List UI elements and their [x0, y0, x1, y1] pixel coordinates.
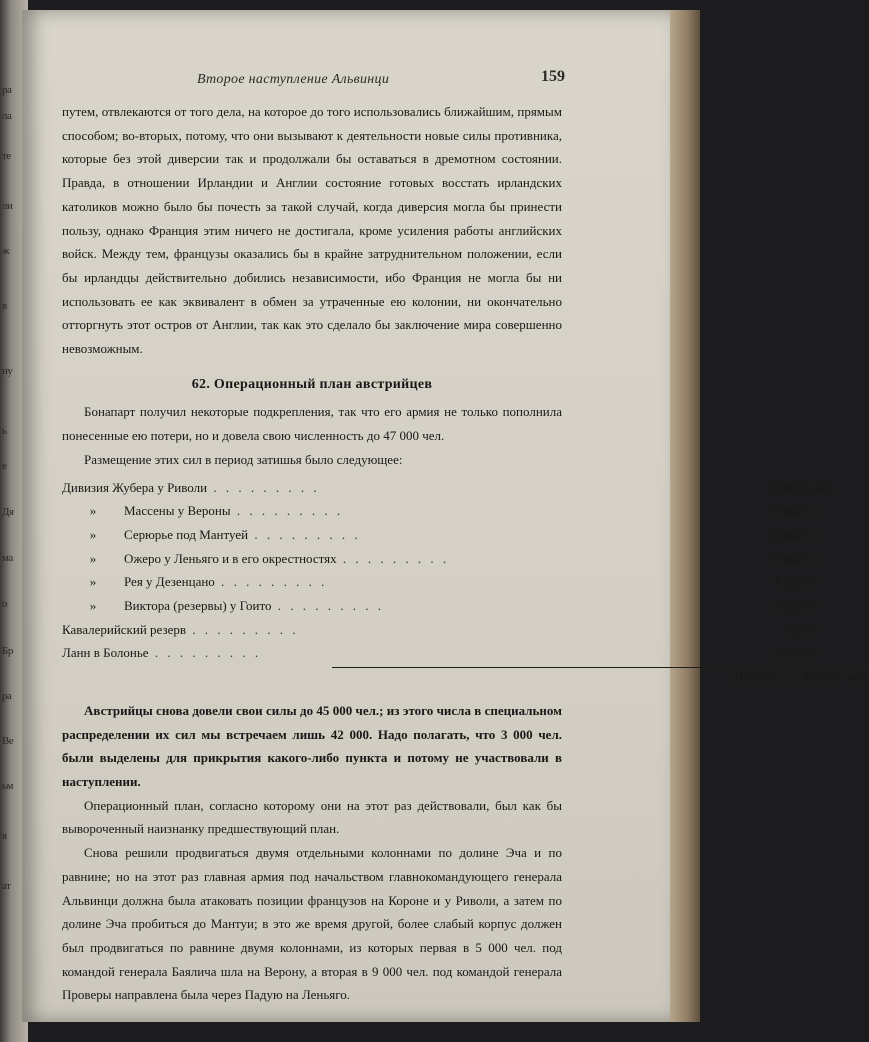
ditto-mark: » — [89, 526, 97, 542]
left-fragment: те — [2, 150, 11, 162]
deployment-row — [62, 618, 869, 642]
deployment-row — [62, 641, 869, 665]
left-fragment: ма — [2, 552, 13, 564]
left-fragment: Бр — [2, 645, 13, 657]
unit-label: » — [811, 550, 818, 566]
unit-name: Массены у Вероны — [124, 503, 231, 519]
left-fragment: ат — [2, 880, 11, 892]
left-fragment: о — [2, 598, 7, 610]
unit-name: Кавалерийский резерв — [62, 621, 187, 637]
left-fragment: ли — [2, 200, 13, 212]
page-header — [175, 68, 565, 92]
leader-dots: . . . . . . . . . — [230, 503, 344, 519]
left-fragment: Дя — [2, 506, 14, 518]
deployment-row — [62, 523, 869, 547]
paragraph: Размещение этих сил в период затишья было следующее: — [84, 451, 403, 467]
total-unit: чел. — [847, 669, 869, 685]
unit-count: 9 000 — [774, 550, 804, 566]
leader-dots: . . . . . . . . . — [148, 645, 262, 661]
unit-name-cell — [62, 594, 449, 618]
unit-name: Ожеро у Леньяго и в его окрестностях — [124, 550, 337, 566]
deployment-row — [62, 547, 869, 571]
total-label: Итого. . . — [734, 669, 804, 685]
unit-name-cell — [62, 499, 449, 523]
left-fragment: ра — [2, 690, 12, 702]
running-head: Второе наступление Альвинци — [197, 72, 390, 87]
left-fragment: ь — [2, 425, 7, 437]
deployment-row — [62, 499, 869, 523]
left-fragment: ну — [2, 365, 13, 377]
unit-name-cell — [62, 618, 449, 642]
section-heading: 62. Операционный план австрийцев — [191, 376, 433, 392]
unit-count: 10 000 — [767, 526, 804, 542]
paragraph: Снова решили продвигаться двумя отдельными колоннами по долине Эча и по равнине; но на этот раз главная армия под начальством главнокомандующего генерала Альвинци должна была атаковать позиции французов на Короне и у Риволи, а затем по долине Эча пробиться до Мантуи; в это же время другой, более слабый корпус должен был продвигаться по равнине двумя колоннами, из которых первая в 5 000 чел. под командой генерала Баялича шла на Верону, а вторая в 9 000 чел. под командой генерала Проверы направлена была через Падую на Леньяго. — [62, 845, 562, 1003]
unit-name-cell — [62, 476, 449, 500]
paragraph: Австрийцы снова довели свои силы до 45 000 чел.; из этого числа в специальном распределении их сил мы встречаем лишь 42 000. Надо полагать, что 3 000 чел. были выделены для прикрытия какого-либо пункта и потому не участвовали в наступлении. — [62, 702, 562, 789]
leader-dots: . . . . . . . . . — [214, 574, 328, 590]
left-fragment: ьм — [2, 780, 13, 792]
unit-name: Ланн в Болонье — [62, 645, 149, 661]
ditto-mark: » — [89, 550, 97, 566]
deployment-table — [62, 476, 869, 689]
leader-dots: . . . . . . . . . — [207, 479, 320, 495]
leader-dots: . . . . . . . . . — [248, 526, 361, 542]
unit-name: Рея у Дезенцано — [124, 574, 215, 590]
unit-count: 700 — [783, 621, 804, 637]
paragraph: Операционный план, согласно которому они на этот раз действовали, был как бы вывороченный наизнанку предшествующий план. — [62, 797, 562, 837]
unit-count: 10 000 — [767, 479, 804, 495]
left-fragment: ж — [2, 245, 10, 257]
unit-label: чел. — [811, 479, 834, 495]
deployment-row — [62, 570, 869, 594]
unit-name-cell — [62, 523, 449, 547]
total-count: 46 700 — [803, 669, 840, 685]
unit-name: Серюрье под Мантуей — [124, 526, 249, 542]
total-label-cell — [449, 665, 803, 689]
ditto-mark: » — [89, 503, 97, 519]
page-body — [62, 100, 869, 1007]
unit-label: » — [811, 598, 818, 614]
page-number: 159 — [541, 68, 565, 85]
unit-label: » — [811, 645, 818, 661]
ditto-mark: » — [89, 574, 97, 590]
left-fragment: ра — [2, 84, 12, 96]
unit-name: Виктора (резервы) у Гоито — [124, 598, 272, 614]
paragraph: Бонапарт получил некоторые подкрепления, так что его армия не только пополнила понесенные ею потери, но и довела свою численность до 47 000 чел. — [62, 404, 562, 444]
deployment-row — [62, 476, 869, 500]
unit-label: » — [811, 503, 818, 519]
unit-name-cell — [62, 641, 449, 665]
unit-count: 2 000 — [774, 598, 804, 614]
left-fragment: в — [2, 300, 7, 312]
unit-name: Дивизия Жубера у Риволи — [62, 479, 208, 495]
unit-name-cell — [62, 570, 449, 594]
left-fragment: е — [2, 460, 7, 472]
unit-name-cell — [62, 547, 449, 571]
leader-dots: . . . . . . . . . — [271, 598, 385, 614]
paragraph: путем, отвлекаются от того дела, на которое до того использовались ближайшим, прямым способом; во-вторых, потому, что они вызывают к деятельности новые силы противника, которые без этой диверсии так и продолжали бы оставаться в дремотном состоянии. Правда, в отношении Ирландии и Англии состояние готовых восстать ирландских католиков можно было бы почесть за такой случай, когда диверсия могла бы принести пользу, однако Франция этим ничего не достигала, кроме усиления работы английских войск. Между тем, французы оказались бы в крайне затруднительном положении, если бы ирландцы действительно добились независимости, ибо Франция не могла бы ни использовать ее как эквивалент в обмен за утраченные ею колонии, ни окончательно отторгнуть этот остров от Англии, так как это сделало бы заключение мира совершенно невозможным. — [62, 104, 562, 357]
left-fragment: Ве — [2, 735, 14, 747]
deployment-row — [62, 594, 869, 618]
leader-dots: . . . . . . . . . — [336, 550, 450, 566]
unit-count: 4 000 — [774, 574, 804, 590]
left-fragment: я — [2, 830, 7, 842]
unit-count: 2 000 — [774, 645, 804, 661]
unit-label: » — [811, 574, 818, 590]
leader-dots: . . . . . . . . . — [186, 621, 299, 637]
left-fragment: ла — [2, 110, 12, 122]
unit-label: » — [811, 621, 818, 637]
total-row — [62, 665, 869, 689]
ditto-mark: » — [89, 598, 97, 614]
unit-label: » — [811, 526, 818, 542]
unit-count: 9 000 — [774, 503, 804, 519]
